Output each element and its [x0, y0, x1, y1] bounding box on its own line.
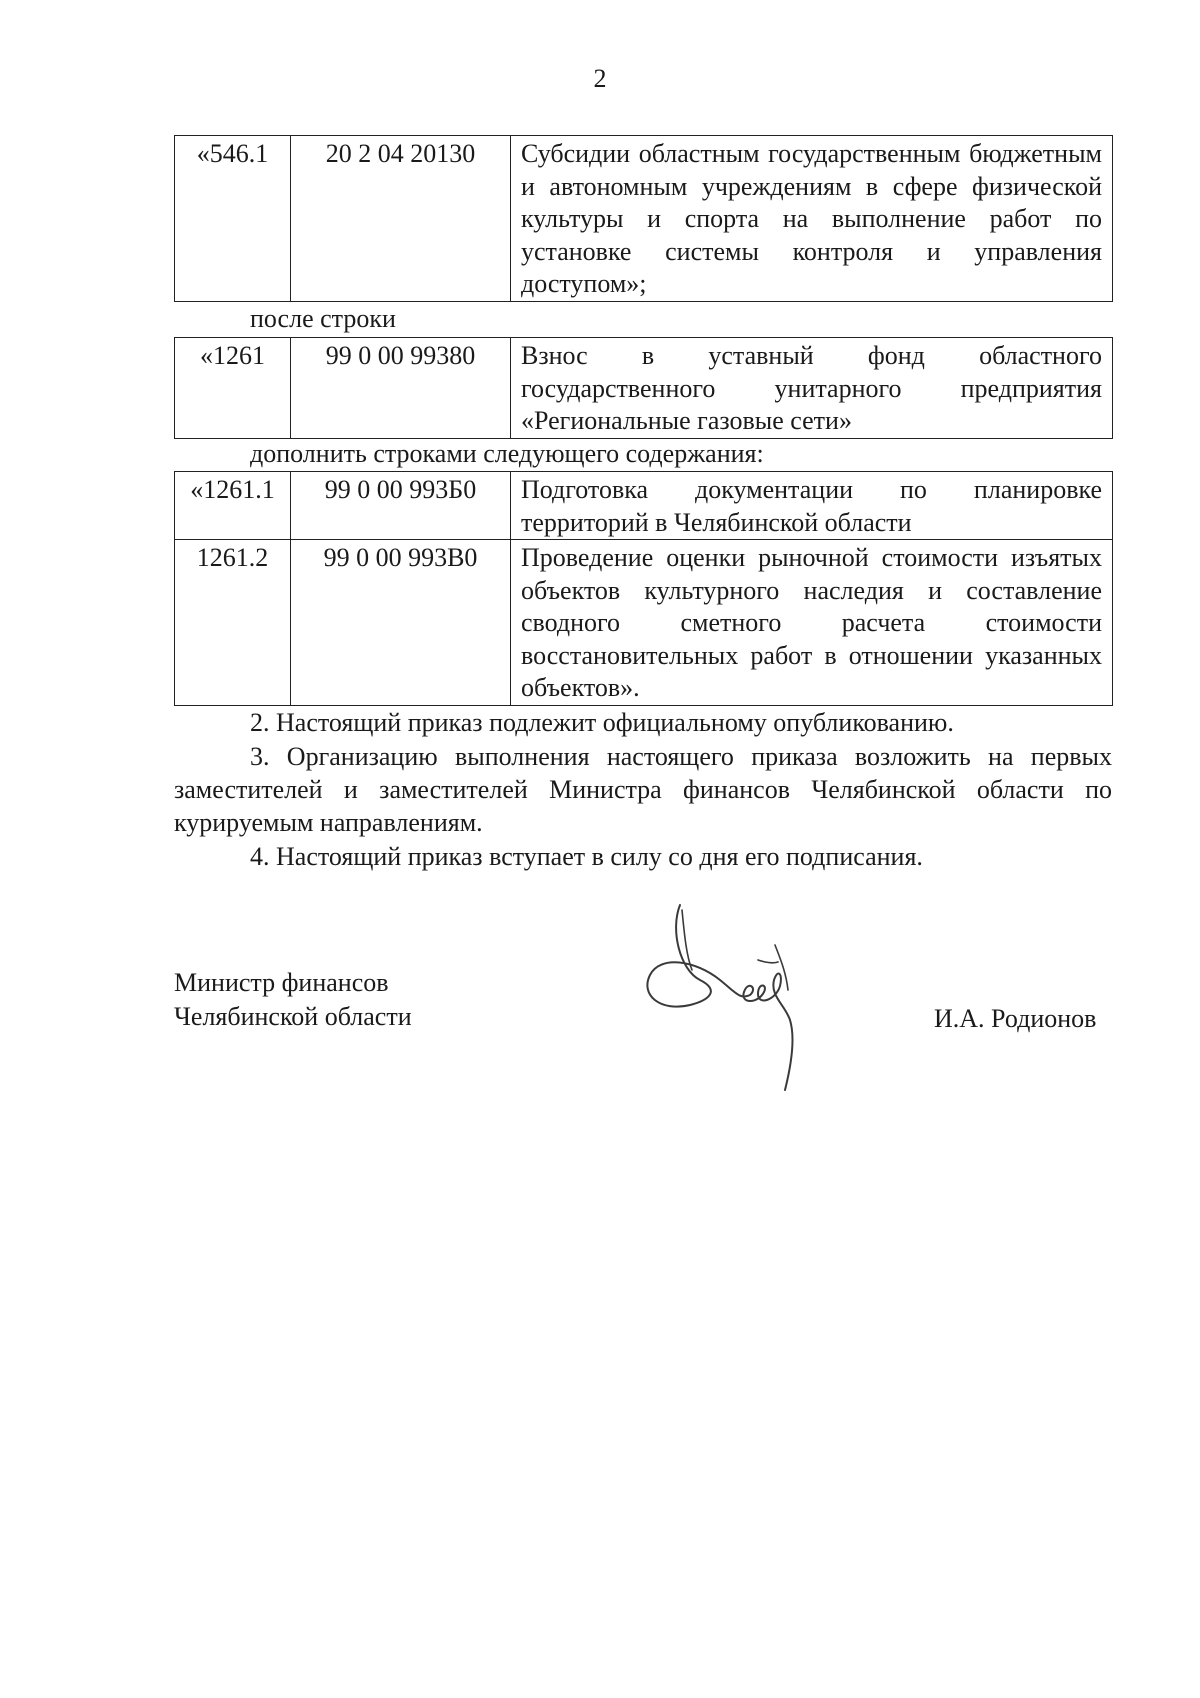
budget-code-cell: 99 0 00 993Б0 [291, 472, 511, 540]
description-cell: Субсидии областным государственным бюджетным и автономным учреждениям в сфере физической культуры и спорта на выполнение работ по установке системы контроля и управления доступом»; [511, 136, 1113, 302]
budget-code-cell: 99 0 00 99380 [291, 338, 511, 439]
table-row [175, 540, 1113, 706]
budget-code-cell: 20 2 04 20130 [291, 136, 511, 302]
description-cell: Проведение оценки рыночной стоимости изъятых объектов культурного наследия и составление сводного сметного расчета стоимости восстановительных работ в отношении указанных объектов». [511, 540, 1113, 706]
budget-code-table-3 [174, 471, 1113, 706]
table-row [175, 472, 1113, 540]
add-rows-label: дополнить строками следующего содержания: [250, 439, 764, 468]
signatory-title-line-1: Министр финансов [174, 968, 389, 997]
signatory-title [174, 966, 412, 1034]
budget-code-cell: 99 0 00 993В0 [291, 540, 511, 706]
page-number: 2 [593, 64, 607, 93]
signatory-title-line-2: Челябинской области [174, 1002, 412, 1031]
signatory-name: И.А. Родионов [934, 1004, 1097, 1033]
budget-code-table-2 [174, 337, 1113, 439]
row-number-cell: «546.1 [175, 136, 291, 302]
budget-code-table-1 [174, 135, 1113, 302]
row-number-cell: «1261.1 [175, 472, 291, 540]
row-number-cell: 1261.2 [175, 540, 291, 706]
paragraph-4: 4. Настоящий приказ вступает в силу со дня его подписания. [250, 842, 923, 871]
description-cell: Взнос в уставный фонд областного государственного унитарного предприятия «Региональные газовые сети» [511, 338, 1113, 439]
paragraph-3: 3. Организацию выполнения настоящего приказа возложить на первых заместителей и заместителей Министра финансов Челябинской области по курируемым направлениям. [174, 742, 1112, 837]
after-row-label: после строки [250, 304, 396, 333]
description-cell: Подготовка документации по планировке территорий в Челябинской области [511, 472, 1113, 540]
row-number-cell: «1261 [175, 338, 291, 439]
table-row [175, 338, 1113, 439]
table-row [175, 136, 1113, 302]
paragraph-2: 2. Настоящий приказ подлежит официальному опубликованию. [250, 708, 954, 737]
handwritten-signature [640, 900, 840, 1100]
